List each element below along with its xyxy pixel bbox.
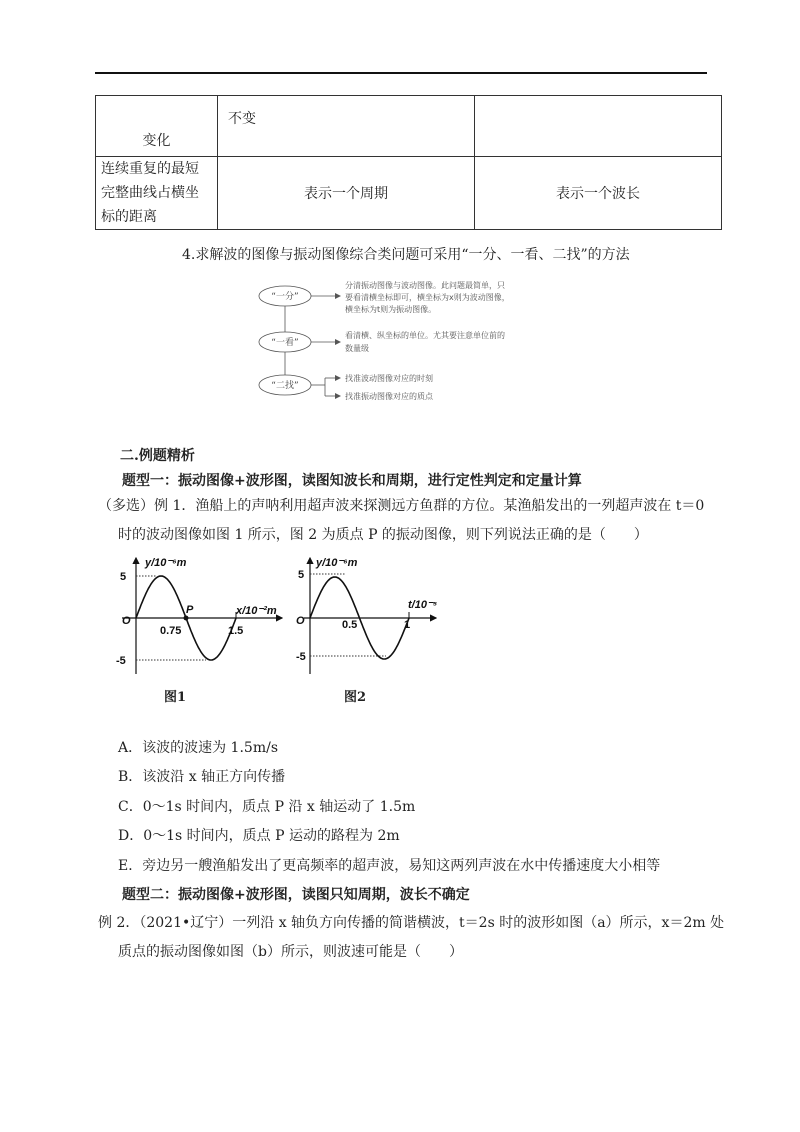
origin-label: O <box>296 615 305 627</box>
example1-line1: （多选）例 1．渔船上的声呐利用超声波来探测远方鱼群的方位。某渔船发出的一列超声波在 t＝0 <box>98 498 705 514</box>
row2-label-line: 连续重复的最短 <box>101 161 199 177</box>
row1-label: 变化 <box>142 133 171 149</box>
figure2-vibration-graph <box>296 552 476 682</box>
flow-note: 要看清横坐标即可，横坐标为x则为波动图像， <box>345 293 510 302</box>
row2-col3: 表示一个波长 <box>556 186 640 202</box>
table-row <box>96 96 722 157</box>
y-tick-label: 5 <box>298 569 305 581</box>
flow-note: 找准波动图像对应的时刻 <box>345 374 433 383</box>
flow-note: 看清横、纵坐标的单位。尤其要注意单位前的 <box>345 331 505 340</box>
flow-note: 分清振动图像与波动图像。此问题最简单，只 <box>345 281 505 290</box>
comparison-table <box>95 95 722 230</box>
method-heading: 4.求解波的图像与振动图像综合类问题可采用“一分、一看、二找”的方法 <box>182 247 630 263</box>
figure1-wave-graph <box>112 552 292 682</box>
y-axis-label: y/10⁻⁶m <box>316 557 358 569</box>
type2-heading: 题型二：振动图像+波形图，读图只知周期，波长不确定 <box>122 887 470 903</box>
option-e: E．旁边另一艘渔船发出了更高频率的超声波，易知这两列声波在水中传播速度大小相等 <box>118 858 661 874</box>
table-cell <box>96 157 218 230</box>
flow-node-label: “一看” <box>271 338 299 348</box>
point-p-label: P <box>186 604 194 616</box>
flow-node-label: “二找” <box>271 381 299 391</box>
t-tick-label: 0.5 <box>342 619 358 631</box>
option-a: A．该波的波速为 1.5m/s <box>118 740 279 756</box>
x-axis-label: x/10⁻²m <box>236 605 277 617</box>
x-tick-label: 1.5 <box>228 625 244 637</box>
flow-note: 数量级 <box>345 344 369 353</box>
table-cell <box>475 157 722 230</box>
origin-label: O <box>122 615 131 627</box>
row1-col2: 不变 <box>228 111 256 127</box>
flow-note: 找准振动图像对应的质点 <box>345 392 433 401</box>
flow-node-label: “一分” <box>271 292 299 302</box>
table-row <box>96 157 722 230</box>
figure1-caption: 图1 <box>164 690 187 705</box>
row2-col2: 表示一个周期 <box>304 186 388 202</box>
option-c: C．0～1s 时间内，质点 P 沿 x 轴运动了 1.5m <box>118 799 416 815</box>
table-cell <box>475 96 722 157</box>
option-d: D．0～1s 时间内，质点 P 运动的路程为 2m <box>118 828 400 844</box>
flow-note: 横坐标为t则为振动图像。 <box>345 305 437 314</box>
table-cell <box>218 157 475 230</box>
y-tick-label: -5 <box>116 655 126 667</box>
type1-heading: 题型一：振动图像+波形图，读图知波长和周期，进行定性判定和定量计算 <box>122 473 582 489</box>
table-cell <box>96 96 218 157</box>
option-b: B．该波沿 x 轴正方向传播 <box>118 769 286 785</box>
example1-line2: 时的波动图像如图 1 所示，图 2 为质点 P 的振动图像，则下列说法正确的是（ ） <box>118 527 648 543</box>
section-title: 二.例题精析 <box>120 448 195 464</box>
top-rule <box>95 72 707 74</box>
t-axis-label: t/10⁻⁵ <box>408 599 438 611</box>
y-tick-label: 5 <box>120 571 127 583</box>
example2-line2: 质点的振动图像如图（b）所示，则波速可能是（ ） <box>118 944 463 960</box>
row2-label-line: 完整曲线占横坐 <box>101 185 199 201</box>
table-cell <box>218 96 475 157</box>
y-axis-label: y/10⁻⁶m <box>145 557 187 569</box>
row2-label-line: 标的距离 <box>101 209 157 225</box>
y-tick-label: -5 <box>296 651 306 663</box>
example2-line1: 例 2．（2021•辽宁）一列沿 x 轴负方向传播的简谐横波，t＝2s 时的波形如图（a）所示，x＝2m 处 <box>98 915 725 931</box>
point-p <box>184 616 189 621</box>
method-flowchart <box>255 280 565 410</box>
x-tick-label: 0.75 <box>160 625 182 637</box>
t-tick-label: 1 <box>404 619 411 631</box>
figure2-caption: 图2 <box>344 690 367 705</box>
